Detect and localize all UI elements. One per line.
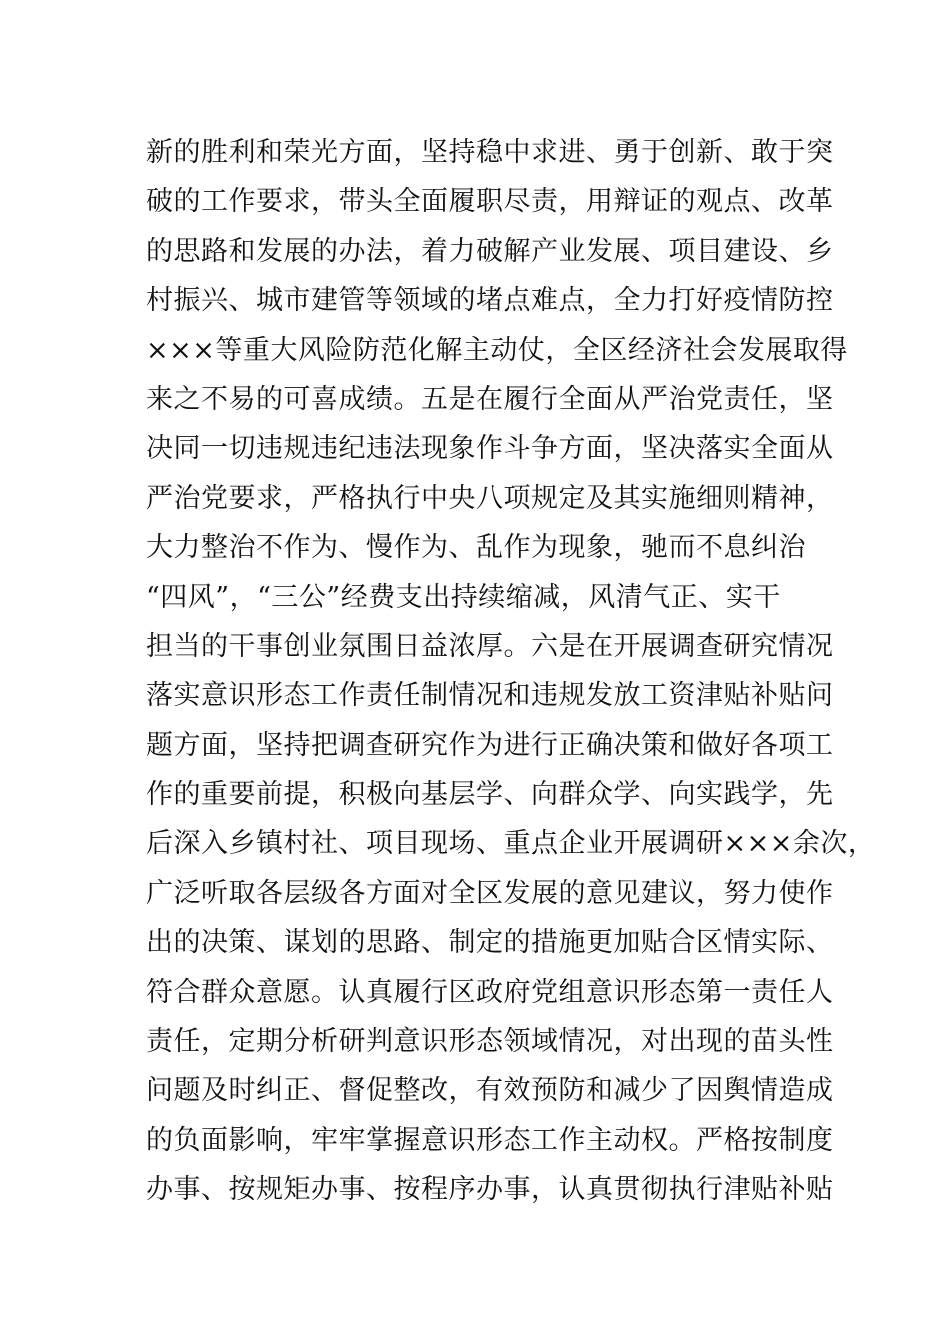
text-line: 题方面，坚持把调查研究作为进行正确决策和做好各项工: [146, 729, 834, 761]
text-line: 村振兴、城市建管等领域的堵点难点，全力打好疫情防控: [146, 285, 834, 317]
text-line: 决同一切违规违纪违法现象作斗争方面，坚决落实全面从: [146, 433, 834, 465]
text-line: 新的胜利和荣光方面，坚持稳中求进、勇于创新、敢于突: [146, 137, 834, 168]
text-line: 后深入乡镇村社、项目现场、重点企业开展调研×××余次，: [146, 828, 876, 860]
text-line: 担当的干事创业氛围日益浓厚。六是在开展调查研究情况: [146, 630, 834, 662]
text-line: 严治党要求，严格执行中央八项规定及其实施细则精神，: [146, 482, 834, 514]
text-line: 广泛听取各层级各方面对全区发展的意见建议，努力使作: [146, 877, 834, 909]
text-line: 办事、按规矩办事、按程序办事，认真贯彻执行津贴补贴: [146, 1174, 834, 1206]
text-line: 的负面影响，牢牢掌握意识形态工作主动权。严格按制度: [146, 1124, 834, 1156]
text-line: 大力整治不作为、慢作为、乱作为现象，驰而不息纠治: [146, 532, 806, 564]
body-text: [146, 128, 876, 1215]
text-line: ×××等重大风险防范化解主动仗，全区经济社会发展取得: [146, 334, 848, 366]
text-line: 问题及时纠正、督促整改，有效预防和减少了因舆情造成: [146, 1075, 834, 1107]
text-line: 责任，定期分析研判意识形态领域情况，对出现的苗头性: [146, 1026, 834, 1058]
text-line: 符合群众意愿。认真履行区政府党组意识形态第一责任人: [146, 976, 834, 1008]
text-line: 破的工作要求，带头全面履职尽责，用辩证的观点、改革: [146, 186, 834, 218]
text-line: 落实意识形态工作责任制情况和违规发放工资津贴补贴问: [146, 680, 834, 712]
text-line: “四风”，“三公”经费支出持续缩减，风清气正、实干: [146, 581, 781, 613]
text-line: 出的决策、谋划的思路、制定的措施更加贴合区情实际、: [146, 927, 834, 959]
text-line: 作的重要前提，积极向基层学、向群众学、向实践学，先: [146, 779, 834, 811]
text-line: 的思路和发展的办法，着力破解产业发展、项目建设、乡: [146, 235, 834, 267]
text-line: 来之不易的可喜成绩。五是在履行全面从严治党责任，坚: [146, 383, 834, 415]
